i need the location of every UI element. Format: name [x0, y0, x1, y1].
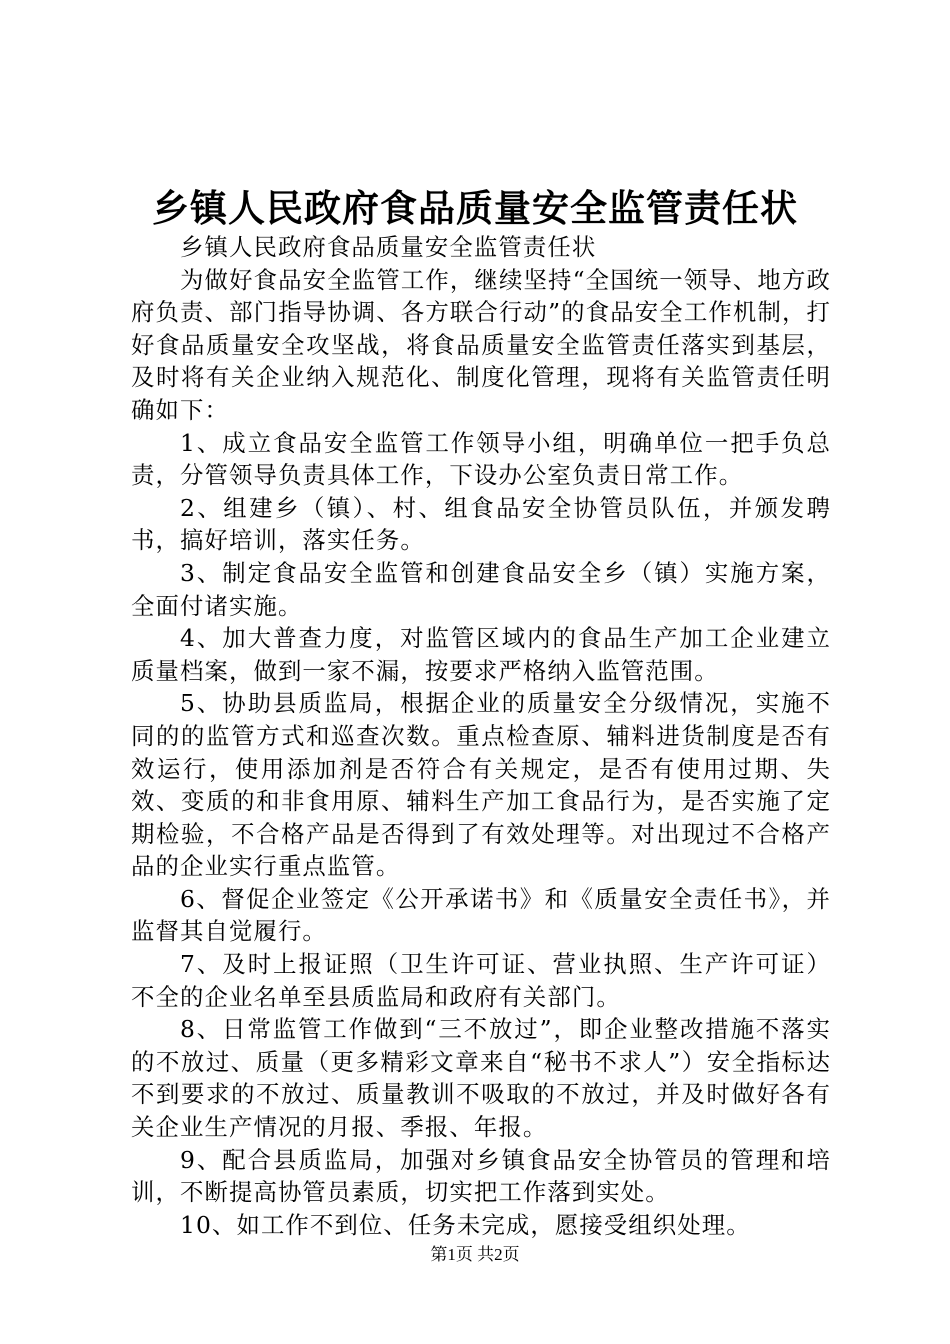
- clause-3-paragraph: 3、制定食品安全监管和创建食品安全乡（镇）实施方案，全面付诸实施。: [131, 558, 831, 620]
- clause-4-paragraph: 4、加大普查力度，对监管区域内的食品生产加工企业建立质量档案，做到一家不漏，按要求严格纳入监管范围。: [131, 624, 831, 685]
- document-title: 乡镇人民政府食品质量安全监管责任状: [152, 186, 798, 230]
- page-number-footer: 第1页 共2页: [430, 1245, 520, 1264]
- clause-8-paragraph: 8、日常监管工作做到“三不放过”，即企业整改措施不落实的不放过、质量（更多精彩文章来自“秘书不求人”）安全指标达不到要求的不放过、质量教训不吸取的不放过，并及时做好各有关企业生产情况的月报、季报、年报。: [131, 1015, 831, 1142]
- clause-7-paragraph: 7、及时上报证照（卫生许可证、营业执照、生产许可证）不全的企业名单至县质监局和政府有关部门。: [131, 950, 831, 1011]
- clause-2-paragraph: 2、组建乡（镇）、村、组食品安全协管员队伍，并颁发聘书，搞好培训，落实任务。: [131, 493, 831, 555]
- subtitle-paragraph: 乡镇人民政府食品质量安全监管责任状: [180, 233, 597, 261]
- clause-5-paragraph: 5、协助县质监局，根据企业的质量安全分级情况，实施不同的的监管方式和巡查次数。重点检查原、辅料进货制度是否有效运行，使用添加剂是否符合有关规定，是否有使用过期、失效、变质的和非食用原、辅料生产加工食品行为，是否实施了定期检验，不合格产品是否得到了有效处理等。对出现过不合格产品的企业实行重点监管。: [131, 689, 831, 881]
- intro-paragraph: 为做好食品安全监管工作，继续坚持“全国统一领导、地方政府负责、部门指导协调、各方联合行动”的食品安全工作机制，打好食品质量安全攻坚战，将食品质量安全监管责任落实到基层，及时将有关企业纳入规范化、制度化管理，现将有关监管责任明确如下：: [131, 265, 831, 424]
- document-body: [131, 231, 831, 1241]
- clause-6-paragraph: 6、督促企业签定《公开承诺书》和《质量安全责任书》，并监督其自觉履行。: [131, 884, 831, 946]
- clause-9-paragraph: 9、配合县质监局，加强对乡镇食品安全协管员的管理和培训，不断提高协管员素质，切实把工作落到实处。: [131, 1145, 831, 1207]
- clause-1-paragraph: 1、成立食品安全监管工作领导小组，明确单位一把手负总责，分管领导负责具体工作，下设办公室负责日常工作。: [131, 428, 831, 490]
- clause-10-paragraph: 10、如工作不到位、任务未完成，愿接受组织处理。: [180, 1210, 751, 1239]
